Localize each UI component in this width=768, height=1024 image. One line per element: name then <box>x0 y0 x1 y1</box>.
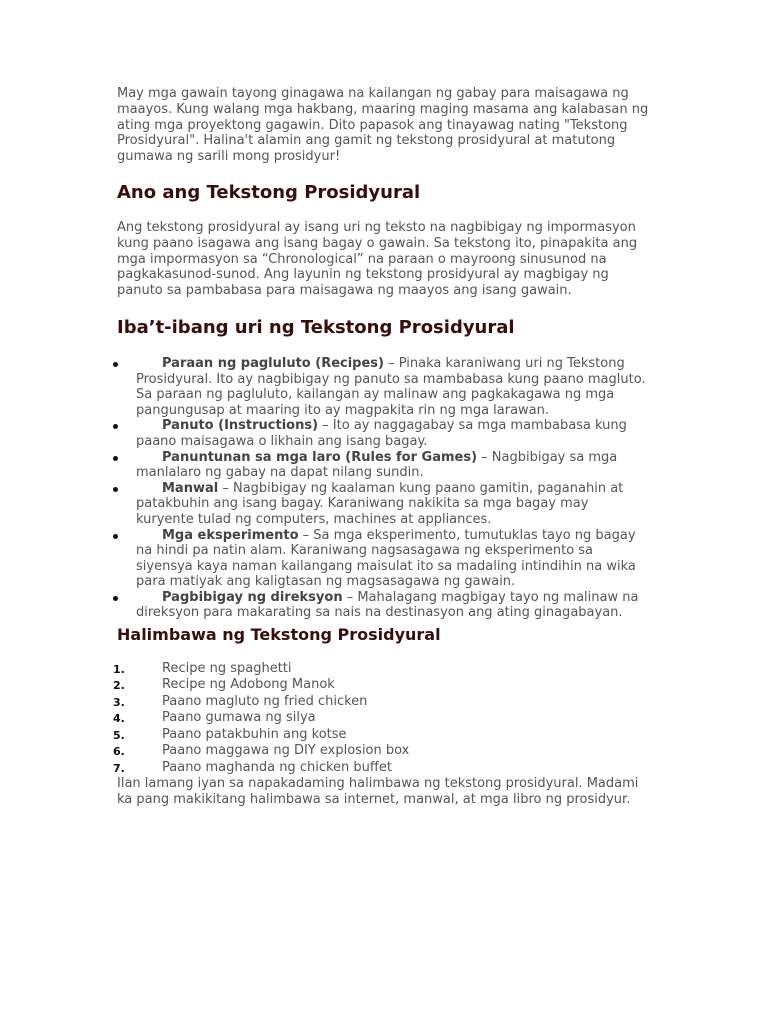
bullet-icon <box>113 456 118 461</box>
list-item <box>117 528 650 590</box>
list-item-desc: – Nagbibigay ng kaalaman kung paano gamitin, paganahin at patakbuhin ang isang bagay. Karaniwang nakikita sa mga bagay may kuryente tulad ng computers, machines at appliances. <box>136 480 624 527</box>
list-item <box>113 677 650 693</box>
bullet-icon <box>113 487 118 492</box>
list-item <box>113 710 650 726</box>
list-number: 4. <box>113 712 125 726</box>
list-item-term: Panuntunan sa mga laro (Rules for Games) <box>162 449 478 465</box>
list-item <box>117 590 650 621</box>
list-item-desc: – Nagbibigay sa mga manlalaro ng gabay na dapat nilang sundin. <box>136 449 618 481</box>
list-item-desc: – Pinaka karaniwang uri ng Tekstong Prosidyural. Ito ay nagbibigay ng panuto sa mambabasa kung paano magluto. Sa paraan ng pagluluto, kailangan ay malinaw ang pagkakagawa ng mga pangungusap at maaring ito ay magpakita rin ng mga larawan. <box>136 355 646 418</box>
list-item-term: Mga eksperimento <box>162 527 299 543</box>
list-number: 7. <box>113 761 125 775</box>
list-item-term: Manwal <box>162 480 219 496</box>
list-item <box>117 418 650 449</box>
list-item <box>117 481 650 528</box>
list-item <box>113 743 650 759</box>
list-number: 6. <box>113 745 125 759</box>
list-item-term: Panuto (Instructions) <box>162 418 319 434</box>
list-number: 1. <box>113 663 125 677</box>
list-item-text: Recipe ng Adobong Manok <box>162 677 335 693</box>
list-number: 5. <box>113 728 125 742</box>
list-item <box>117 450 650 481</box>
list-item-text: Paano magluto ng fried chicken <box>162 693 368 709</box>
list-item <box>113 726 650 743</box>
list-item-text: Paano gumawa ng silya <box>162 710 316 726</box>
list-item-text: Recipe ng spaghetti <box>162 661 292 677</box>
bullet-icon <box>113 362 118 367</box>
list-item <box>117 356 650 418</box>
definition-paragraph: Ang tekstong prosidyural ay isang uri ng teksto na nagbibigay ng impormasyon kung paano isagawa ang isang bagay o gawain. Sa tekstong ito, pinapakita ang mga impormasyon sa “Chronological” na paraan o mayroong sinusunod na pagkakasunod-sunod. Ang layunin ng tekstong prosidyural ay magbigay ng panuto sa pambabasa para maisagawa ng maayos ang isang gawain. <box>117 219 638 299</box>
section-heading-ano-ang: Ano ang Tekstong Prosidyural <box>117 181 421 203</box>
examples-list <box>113 661 650 776</box>
list-item-term: Pagbibigay ng direksyon <box>162 589 343 605</box>
types-list <box>117 356 650 621</box>
section-heading-halimbawa: Halimbawa ng Tekstong Prosidyural <box>117 625 441 645</box>
list-number: 2. <box>113 679 125 693</box>
list-item-text: Paano patakbuhin ang kotse <box>162 726 347 742</box>
bullet-icon <box>113 534 118 539</box>
intro-paragraph: May mga gawain tayong ginagawa na kailangan ng gabay para maisagawa ng maayos. Kung walang mga hakbang, maaring maging masama ang kalabasan ng ating mga proyektong gagawin. Dito papasok ang tinayawag nating "Tekstong Prosidyural". Halina't alamin ang gamit ng tekstong prosidyural at matutong gumawa ng sarili mong prosidyur! <box>117 86 649 165</box>
section-heading-uri: Iba’t-ibang uri ng Tekstong Prosidyural <box>117 316 515 338</box>
list-item <box>113 693 650 710</box>
list-item <box>113 759 650 776</box>
closing-paragraph: Ilan lamang iyan sa napakadaming halimbawa ng tekstong prosidyural. Madami ka pang makikitang halimbawa sa internet, manwal, at mga libro ng prosidyur. <box>117 775 639 807</box>
list-item-desc: – Sa mga eksperimento, tumutuklas tayo ng bagay na hindi pa natin alam. Karaniwang nagsasagawa ng eksperimento sa siyensya kaya naman kailangang maisulat ito sa madaling intindihin na wika para matiyak ang kaligtasan ng magsasagawa ng gawain. <box>136 527 636 590</box>
list-item <box>113 661 650 677</box>
list-item-desc: – Ito ay naggagabay sa mga mambabasa kung paano maisagawa o likhain ang isang bagay. <box>136 418 627 449</box>
bullet-icon <box>113 424 118 429</box>
list-item-text: Paano maggawa ng DIY explosion box <box>162 743 410 759</box>
list-item-text: Paano maghanda ng chicken buffet <box>162 759 392 775</box>
list-item-desc: – Mahalagang magbigay tayo ng malinaw na direksyon para makarating sa nais na destinasyon ang ating ginagabayan. <box>136 589 639 621</box>
list-item-term: Paraan ng pagluluto (Recipes) <box>162 355 384 371</box>
bullet-icon <box>113 596 118 601</box>
list-number: 3. <box>113 695 125 709</box>
